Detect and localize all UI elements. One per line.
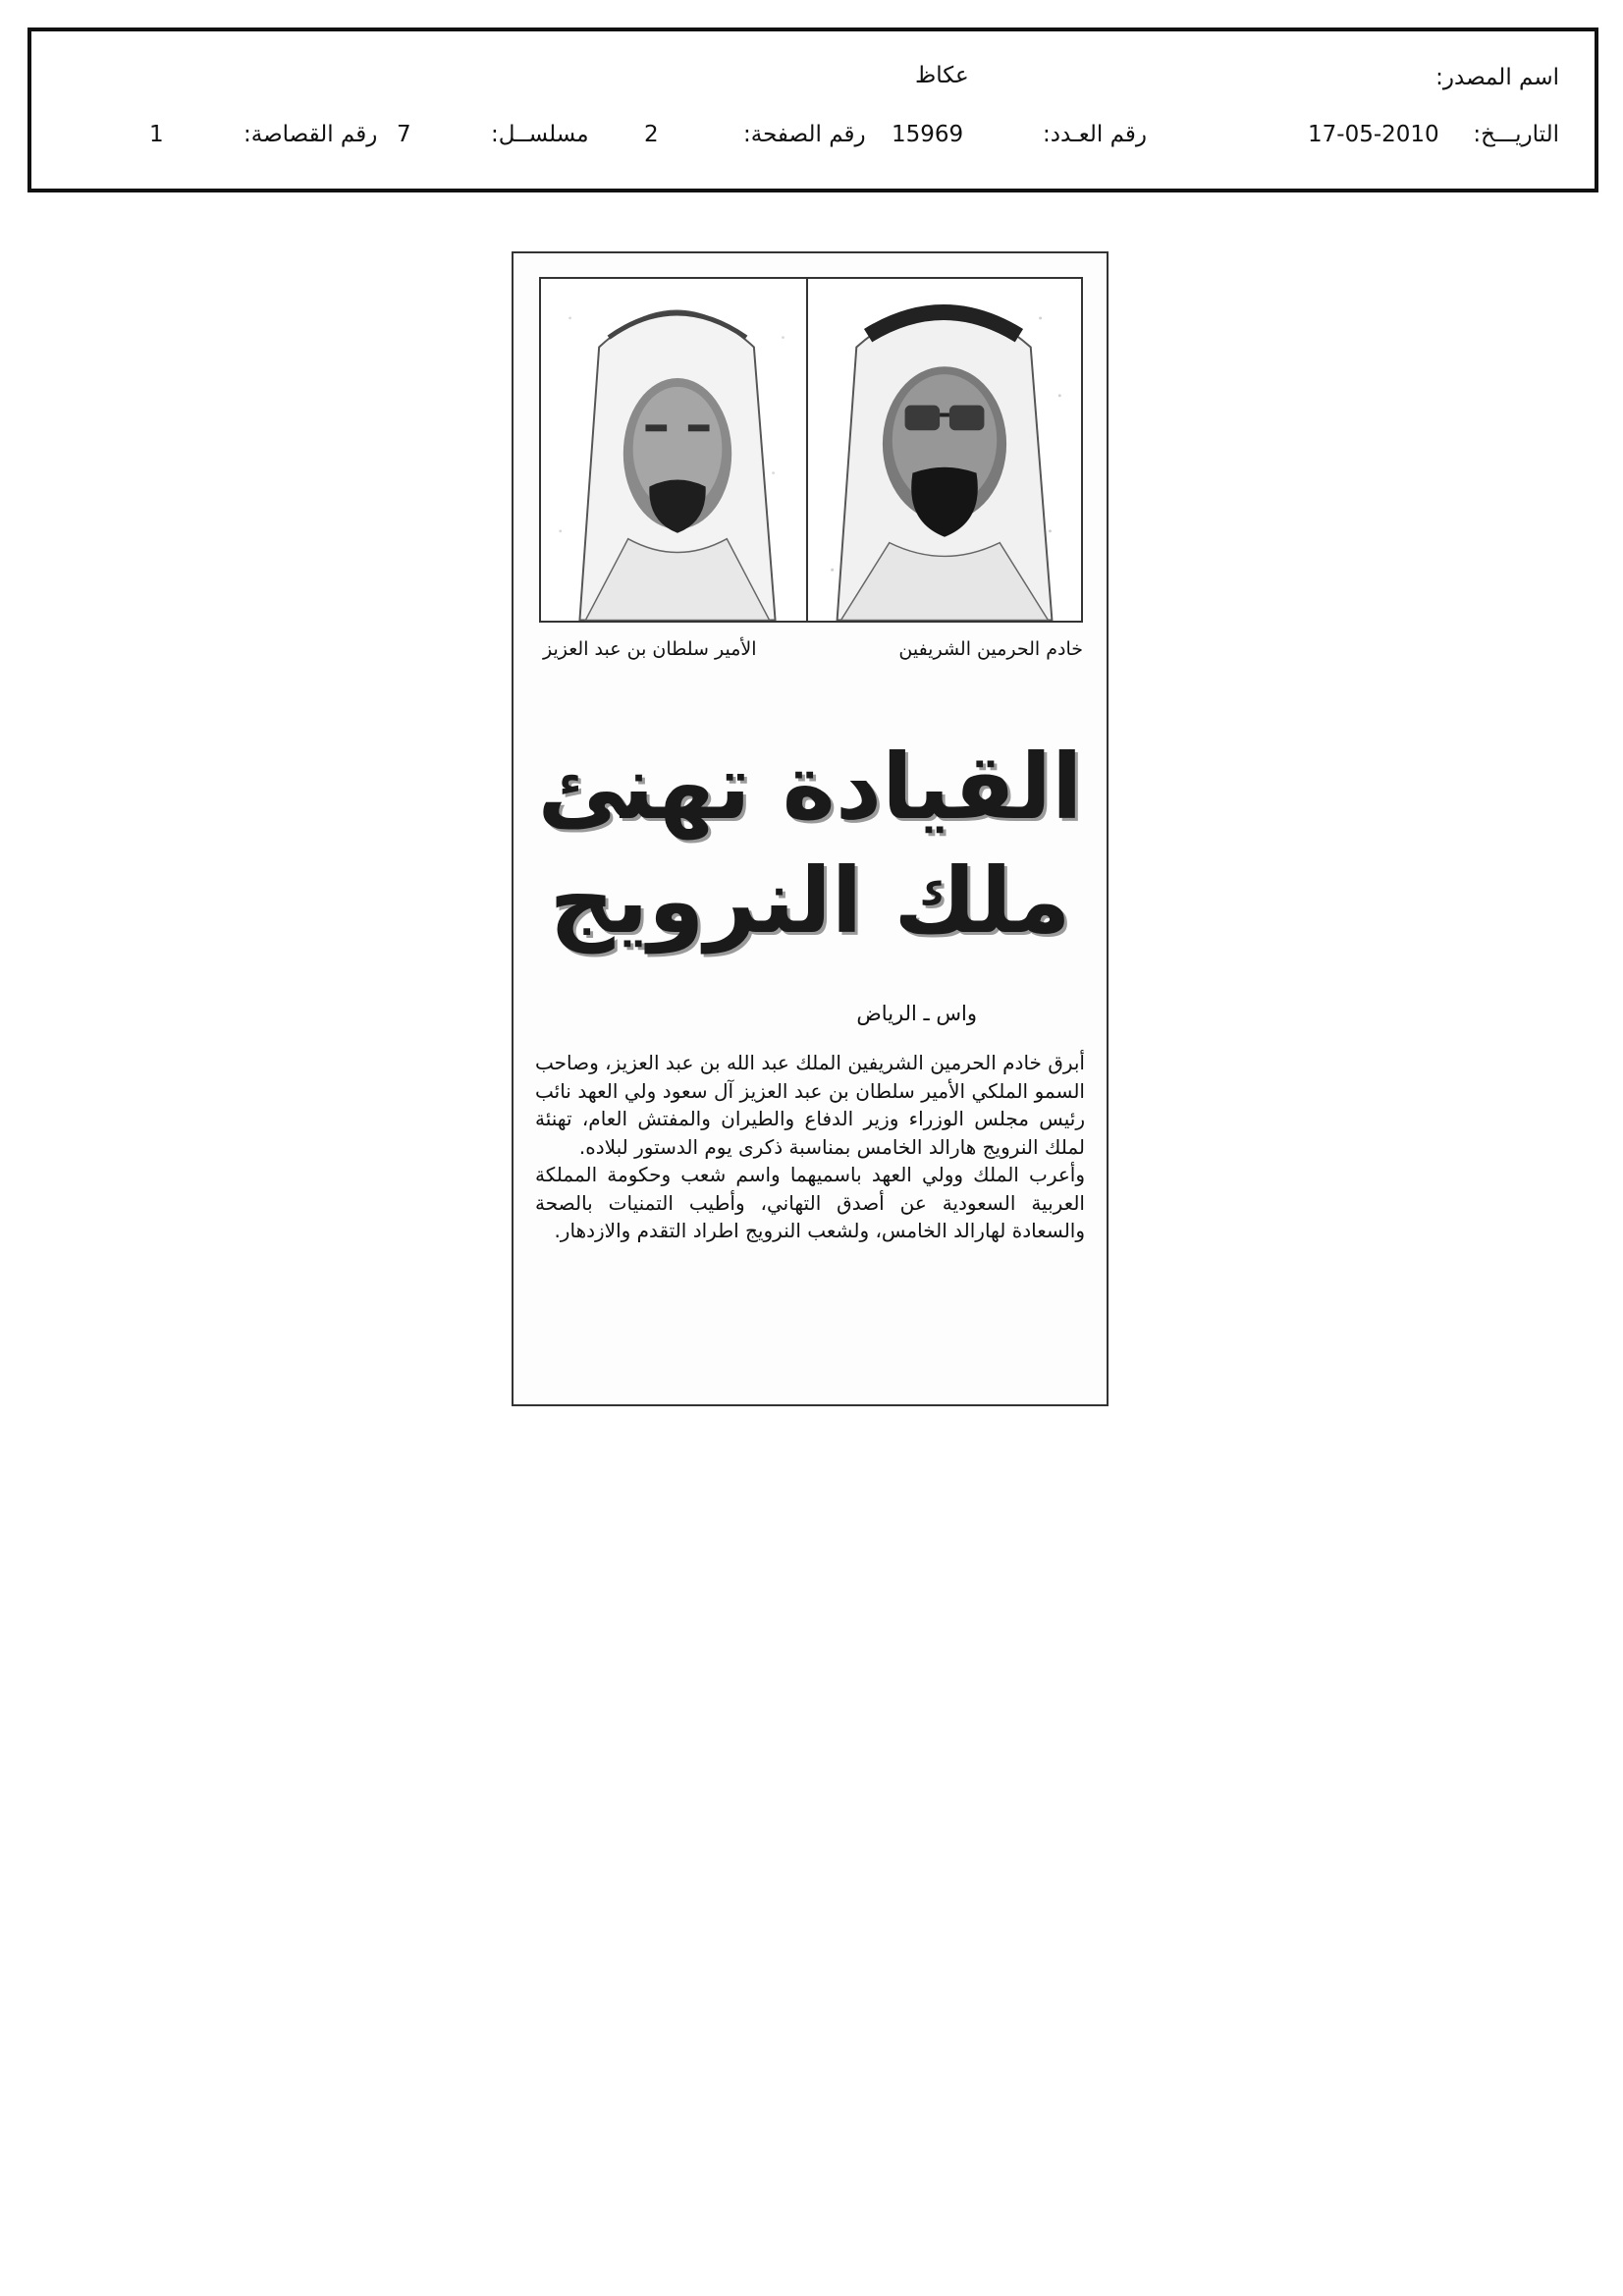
caption-prince-sultan: الأمير سلطان بن عبد العزيز xyxy=(543,638,757,660)
caption-king-abdullah: خادم الحرمين الشريفين xyxy=(898,638,1083,660)
article-paragraph-1: أبرق خادم الحرمين الشريفين الملك عبد الله بن عبد العزيز، وصاحب السمو الملكي الأمير سلطان بن عبد العزيز آل سعود ولي العهد نائب رئيس مجلس الوزراء وزير الدفاع والطيران والمفتش العام، تهنئة لملك النرويج هارالد الخامس بمناسبة ذكرى يوم الدستور لبلاده. xyxy=(535,1051,1085,1159)
article-paragraph-2: وأعرب الملك وولي العهد باسميهما واسم شعب وحكومة المملكة العربية السعودية عن أصدق التهاني، وأطيب التمنيات بالصحة والسعادة لهارالد الخامس، ولشعب النرويج اطراد التقدم والازدهار. xyxy=(535,1163,1085,1242)
portrait-photo-prince-sultan xyxy=(539,277,816,623)
source-label: اسم المصدر: xyxy=(1435,65,1559,90)
date-value: 17-05-2010 xyxy=(1308,122,1439,147)
headline-line-1: القيادة تهنئ xyxy=(537,735,1083,840)
page-label: رقم الصفحة: xyxy=(743,122,866,147)
serial-value: 7 xyxy=(397,122,411,147)
article-body xyxy=(535,1049,1085,1245)
clipping-value: 1 xyxy=(149,122,164,147)
metadata-box xyxy=(27,27,1598,192)
portrait-image xyxy=(808,279,1081,621)
portrait-image xyxy=(541,279,814,621)
source-value: عكاظ xyxy=(915,63,969,88)
page-value: 2 xyxy=(644,122,659,147)
issue-value: 15969 xyxy=(892,122,964,147)
portrait-photo-king-abdullah xyxy=(806,277,1083,623)
issue-label: رقم العـدد: xyxy=(1043,122,1148,147)
newspaper-clipping xyxy=(512,251,1109,1406)
serial-label: مسلســل: xyxy=(491,122,589,147)
byline: واس ـ الرياض xyxy=(856,1002,977,1025)
headline-line-2: ملك النرويج xyxy=(549,848,1071,954)
date-label: التاريـــخ: xyxy=(1473,122,1559,147)
clipping-label: رقم القصاصة: xyxy=(243,122,378,147)
